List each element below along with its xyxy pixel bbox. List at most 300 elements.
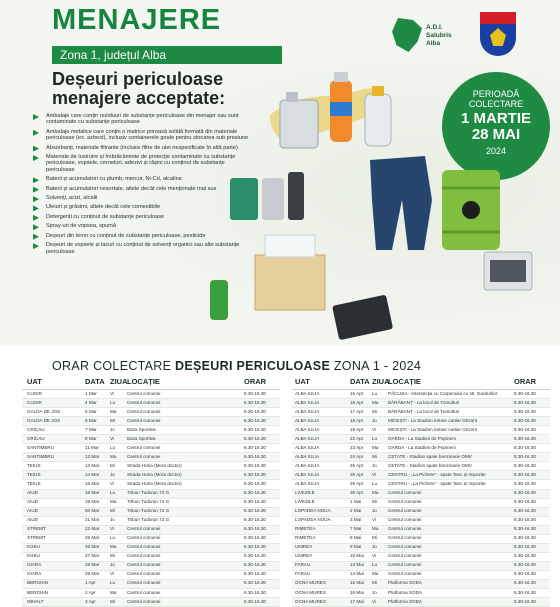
hours-cell: 8.30-16.30 [244,562,266,568]
schedule-table-left [22,377,280,607]
day-cell: Lu [372,562,378,568]
uat-cell: AIUD [27,499,38,505]
day-cell: Mi [372,535,377,541]
location-cell: MICEȘTI - La Stadion intrare cartier Orizont [388,417,478,423]
hours-cell: 8.30-16.30 [514,526,536,532]
date-cell: 17 Mai [350,598,364,604]
hours-cell: 8.30-16.30 [244,544,266,550]
date-cell: 5 Mar [85,408,97,414]
table-row [292,480,550,489]
list-item: Materiale de lustruire și îmbrăcăminte de protecție contaminate cu substanțe periculoase, vopsele, cerneluri, adezivi și rășini cu conținut de substanțe periculoase [33,154,253,173]
hours-cell: 8.30-16.30 [514,426,536,432]
location-cell: Centrul comunei [388,571,422,577]
hours-cell: 8.30-16.30 [514,499,536,505]
hours-cell: 8.30-16.30 [514,571,536,577]
date-cell: 9 Mai [350,544,362,550]
uat-cell: SANTIMBRU [27,453,55,459]
table-row [22,480,280,489]
table-row [292,444,550,453]
table-header: UAT DATA ZIUA LOCAȚIE ORAR [22,377,280,390]
location-cell: CETATE - Stadion spate benzinarie OMV [388,462,472,468]
list-item: Deșeuri de vopsele și lacuri cu conținut de solvenți organici sau alte substanțe periculoase [33,242,253,255]
uat-cell: GALDA DE JOS [27,417,61,423]
day-cell: Mi [110,553,115,559]
uat-cell: CRICAU [27,435,45,441]
uat-cell: OIARA [27,562,42,568]
date-cell: 22 Mar [85,526,100,532]
day-cell: Ma [110,408,117,414]
date-cell: 21 Mar [85,517,100,523]
date-cell: 1 Mai [350,499,362,505]
table-row [292,399,550,408]
table-row [22,571,280,580]
hours-cell: 8.30-16.30 [244,444,266,450]
uat-cell: SANTIMBRU [27,444,55,450]
date-cell: 24 Apr [350,453,364,459]
date-cell: 17 Apr [350,408,364,414]
hours-cell: 8.30-16.30 [244,580,266,586]
day-cell: Vi [372,517,377,523]
logo-text: A.D.I. Salubris Alba [426,24,452,47]
location-cell: PĂCLIȘA - Intersecția cu Carpenului cu str. Gardurilor [388,390,498,396]
location-cell: Centrul comunei [127,408,161,414]
location-cell: Centrul comunei [127,417,161,423]
period-year: 2024 [485,146,507,156]
hours-cell: 8.30-16.30 [244,598,266,604]
hours-cell: 8.30-16.30 [514,589,536,595]
date-cell: 16 Apr [350,399,364,405]
uat-cell: ALBA IULIA [295,408,320,414]
uat-cell: UNIREA [295,553,313,559]
uat-cell: LIVEZILE [295,490,315,496]
heading-line-1: Deșeuri periculoase [52,69,224,89]
location-cell: Platforma SODA [388,580,422,586]
table-row [22,598,280,607]
location-cell: Centrul comunei [127,598,161,604]
hours-cell: 8.30-16.30 [244,571,266,577]
location-cell: Centrul comunei [388,499,422,505]
location-cell: Centrul comunei [388,553,422,559]
date-cell: 14 Mai [350,571,364,577]
day-cell: Vi [110,390,115,396]
day-cell: Vi [372,553,377,559]
day-cell: Vi [372,471,377,477]
day-cell: Lu [110,580,116,586]
day-cell: Vi [110,526,115,532]
uat-cell: BERGHIN [27,589,48,595]
day-cell: Ma [110,499,117,505]
hours-cell: 8.30-16.30 [514,580,536,586]
table-row [292,462,550,471]
hours-cell: 8.30-16.30 [514,480,536,486]
hours-cell: 8.30-16.30 [244,435,266,441]
table-body [22,390,280,607]
date-cell: 1 Apr [85,580,96,586]
hours-cell: 8.30-16.30 [514,435,536,441]
table-row [22,508,280,517]
day-cell: Ma [110,453,117,459]
hours-cell: 8.30-16.30 [514,444,536,450]
day-cell: Jo [372,462,377,468]
list-item: Solvenți, acizi, alcalii [33,195,253,201]
table-row [292,526,550,535]
uat-cell: ALBA IULIA [295,444,320,450]
hours-cell: 8.30-16.30 [514,408,536,414]
day-cell: Jo [372,589,377,595]
day-cell: Mi [110,417,115,423]
day-cell: Jo [372,417,377,423]
hazardous-waste-illustration [210,60,550,345]
uat-cell: ALBA IULIA [295,462,320,468]
hours-cell: 8.30-16.30 [514,390,536,396]
day-cell: Ma [372,490,379,496]
table-row [292,390,550,399]
date-cell: 15 Mai [350,580,364,586]
zone-label: Zona 1, județul Alba [52,46,282,64]
location-cell: Centrul comunei [127,553,161,559]
uat-cell: ALBA IULIA [295,417,320,423]
day-cell: Jo [110,562,115,568]
uat-cell: TEIUS [27,462,41,468]
table-row [292,453,550,462]
date-cell: 14 Mar [85,471,100,477]
location-cell: Centrul comunei [127,571,161,577]
location-cell: Centrul comunei [127,580,161,586]
date-cell: 26 Mar [85,544,100,550]
hours-cell: 8.30-16.30 [244,499,266,505]
location-cell: CENTRU - „La Pichere” - spate Tanc și Impozite [388,471,486,477]
uat-cell: IGHIU [27,553,40,559]
day-cell: Mi [372,580,377,586]
location-cell: Centrul comunei [388,562,422,568]
date-cell: 10 Mai [350,553,364,559]
uat-cell: BERGHIN [27,580,48,586]
location-cell: Tribun Tudoran 72 G [127,508,170,514]
hours-cell: 8.30-16.30 [514,471,536,477]
hours-cell: 8.30-16.30 [244,526,266,532]
table-row [22,517,280,526]
location-cell: Centrul comunei [388,490,422,496]
location-cell: Centrul comunei [127,544,161,550]
day-cell: Lu [110,535,116,541]
date-cell: 11 Mar [85,444,99,450]
table-row [292,517,550,526]
location-cell: BĂRĂBANȚ - La locul de Tumulturi [388,399,460,405]
location-cell: Centrul comunei [127,453,161,459]
uat-cell: ALBA IULIA [295,471,320,477]
day-cell: Vi [110,435,115,441]
uat-cell: ALBA IULIA [295,399,320,405]
table-row [22,471,280,480]
date-cell: 8 Mar [85,435,97,441]
period-end: 28 MAI [471,126,521,143]
hours-cell: 8.30-16.30 [244,417,266,423]
date-cell: 22 Apr [350,435,364,441]
date-cell: 13 Mai [350,562,364,568]
date-cell: 3 Apr [85,598,96,604]
hours-cell: 8.30-16.30 [514,490,536,496]
table-row [292,535,550,544]
hours-cell: 8.30-16.30 [244,508,266,514]
day-cell: Jo [110,517,115,523]
uat-cell: GALDA DE JOS [27,408,61,414]
location-cell: Centrul comunei [388,526,422,532]
schedule-section [0,345,560,604]
hours-cell: 8.30-16.30 [244,453,266,459]
table-row [22,426,280,435]
table-row [22,544,280,553]
location-cell: Tribun Tudoran 72 G [127,499,170,505]
uat-cell: CRICAU [27,426,45,432]
list-item: Baterii și acumulatori nesortate, altele decât cele menționate mai sus [33,186,253,192]
table-row [22,399,280,408]
location-cell: Platforma SODA [388,589,422,595]
day-cell: Ma [110,544,117,550]
day-cell: Ma [372,444,379,450]
table-row [22,535,280,544]
day-cell: Vi [110,571,115,577]
uat-cell: FARAU [295,571,311,577]
location-cell: BĂRĂBANȚ - La locul de Tumulturi [388,408,460,414]
location-cell: Centrul comunei [127,562,161,568]
date-cell: 23 Apr [350,444,364,450]
uat-cell: UNIREA [295,544,313,550]
day-cell: Ma [372,399,379,405]
table-row [22,499,280,508]
uat-cell: LIVEZILE [295,499,315,505]
date-cell: 16 Mai [350,589,364,595]
day-cell: Vi [372,426,377,432]
table-row [292,490,550,499]
location-cell: Platforma SODA [388,598,422,604]
uat-cell: AIUD [27,508,38,514]
uat-cell: IGHIU [27,544,40,550]
day-cell: Jo [372,544,377,550]
table-row [22,435,280,444]
uat-cell: STREMT [27,526,46,532]
date-cell: 18 Apr [350,417,364,423]
location-cell: Centrul comunei [127,589,161,595]
day-cell: Ma [110,589,117,595]
date-cell: 25 Apr [350,462,364,468]
uat-cell: CUGIR [27,399,42,405]
hours-cell: 8.30-16.30 [244,535,266,541]
table-row [292,471,550,480]
list-item: Ambalaje care conțin reziduuri de substanțe periculoase din menajer sau sunt contaminate cu substanțe periculoase [33,113,253,126]
period-start: 1 MARTIE [460,110,531,127]
date-cell: 30 Apr [350,490,364,496]
list-item: Baterii și acumulatori cu plumb, mercur, Ni-Cd, alcaline [33,176,253,182]
location-cell: Centrul comunei [127,390,161,396]
day-cell: Lu [110,399,116,405]
location-cell: Tribun Tudoran 72 G [127,490,170,496]
date-cell: 18 Mar [85,490,100,496]
uat-cell: TEIUS [27,471,41,477]
date-cell: 19 Apr [350,426,364,432]
hours-cell: 8.30-16.30 [514,462,536,468]
day-cell: Jo [372,508,377,514]
table-row [292,499,550,508]
schedule-table-right [292,377,550,607]
location-cell: Centrul comunei [388,544,422,550]
location-cell: Strada Horia (Mora doctor) [127,462,182,468]
location-cell: Centrul comunei [127,535,161,541]
hours-cell: 8.30-16.30 [244,553,266,559]
location-cell: Baza Sportiva [127,426,156,432]
day-cell: Vi [372,598,377,604]
day-cell: Lu [110,444,116,450]
hours-cell: 8.30-16.30 [514,399,536,405]
date-cell: 4 Mar [85,399,97,405]
day-cell: Mi [372,408,377,414]
table-row [292,544,550,553]
location-cell: Centrul comunei [127,399,161,405]
date-cell: 7 Mar [85,426,97,432]
hours-cell: 8.30-16.30 [514,508,536,514]
day-cell: Mi [110,462,115,468]
hours-cell: 8.30-16.30 [244,490,266,496]
table-row [292,589,550,598]
hours-cell: 8.30-16.30 [514,544,536,550]
hours-cell: 8.30-16.30 [514,417,536,423]
day-cell: Jo [110,426,115,432]
table-row [292,426,550,435]
hours-cell: 8.30-16.30 [514,517,536,523]
uat-cell: MIHALT [27,598,44,604]
table-row [22,417,280,426]
uat-cell: ALBA IULIA [295,480,320,486]
uat-cell: LOPADEA NOUA [295,508,331,514]
table-row [22,589,280,598]
period-label-2: COLECTARE [468,99,524,109]
date-cell: 6 Mar [85,417,97,423]
table-row [292,553,550,562]
hours-cell: 8.30-16.30 [244,471,266,477]
table-row [292,598,550,607]
uat-cell: ALBA IULIA [295,426,320,432]
hours-cell: 8.30-16.30 [244,462,266,468]
location-cell: Strada Horia (Mora doctor) [127,471,182,477]
list-item: Spray-uri de vopsea, spumă [33,223,253,229]
date-cell: 2 Apr [85,589,96,595]
table-row [292,580,550,589]
date-cell: 3 Mai [350,517,362,523]
location-cell: MICEȘTI - La Stadion intrare cartier Orizont [388,426,478,432]
uat-cell: RIMETEA [295,526,316,532]
uat-cell: OCNA MURES [295,589,326,595]
table-row [22,453,280,462]
hours-cell: 8.30-16.30 [244,399,266,405]
hours-cell: 8.30-16.30 [244,390,266,396]
period-label: PERIOADĂ [472,89,520,99]
hours-cell: 8.30-16.30 [244,408,266,414]
table-row [22,553,280,562]
table-row [292,571,550,580]
location-cell: Tribun Tudoran 72 G [127,517,170,523]
hours-cell: 8.30-16.30 [514,535,536,541]
table-row [22,408,280,417]
location-cell: Centrul comunei [388,517,422,523]
heading-line-2: menajere acceptate: [52,88,226,108]
location-cell: CETATE - Stadion spate benzinarie OMV [388,453,472,459]
uat-cell: FARAU [295,562,311,568]
uat-cell: OIARA [27,571,42,577]
table-row [292,435,550,444]
date-cell: 26 Apr [350,471,364,477]
table-row [292,562,550,571]
hours-cell: 8.30-16.30 [514,562,536,568]
map-icon [392,18,422,52]
uat-cell: ALBA IULIA [295,453,320,459]
county-crest-icon [480,12,516,56]
table-row [22,390,280,399]
date-cell: 2 Mai [350,508,362,514]
location-cell: Centrul comunei [127,526,161,532]
date-cell: 8 Mai [350,535,362,541]
table-row [22,526,280,535]
list-item: Absorbanți, materiale filtrante (inclusiv filtre de ulei nespecificate în altă parte) [33,145,253,151]
day-cell: Mi [372,453,377,459]
schedule-title: ORAR COLECTARE DEȘEURI PERICULOASE ZONA 1 - 2024 [52,359,422,373]
day-cell: Ma [372,526,379,532]
hours-cell: 8.30-16.30 [244,426,266,432]
day-cell: Mi [110,598,115,604]
hours-cell: 8.30-16.30 [244,480,266,486]
uat-cell: OCNA MURES [295,598,326,604]
table-body [292,390,550,607]
uat-cell: ALBA IULIA [295,435,320,441]
date-cell: 7 Mai [350,526,362,532]
table-row [292,508,550,517]
table-row [22,580,280,589]
table-row [292,417,550,426]
uat-cell: RIMETEA [295,535,316,541]
day-cell: Lu [110,490,116,496]
date-cell: 15 Apr [350,390,364,396]
table-row [22,444,280,453]
day-cell: Vi [110,480,115,486]
table-row [22,462,280,471]
location-cell: OARDA - La Stadion de Popineni [388,444,456,450]
date-cell: 29 Apr [350,480,364,486]
uat-cell: AIUD [27,517,38,523]
uat-cell: ALBA IULIA [295,390,320,396]
table-row [22,562,280,571]
hours-cell: 8.30-16.30 [244,517,266,523]
location-cell: Centrul comunei [127,444,161,450]
date-cell: 25 Mar [85,535,100,541]
location-cell: OARDA - La Stadion de Popineni [388,435,456,441]
location-cell: Centrul comunei [388,508,422,514]
day-cell: Mi [110,508,115,514]
day-cell: Lu [372,390,378,396]
hours-cell: 8.30-16.30 [514,598,536,604]
day-cell: Jo [110,471,115,477]
location-cell: Strada Horia (Mora doctor) [127,480,182,486]
salubris-logo [392,14,462,64]
date-cell: 15 Mar [85,480,100,486]
date-cell: 29 Mar [85,571,100,577]
day-cell: Ma [372,571,379,577]
page-title: MENAJERE [52,4,222,36]
location-cell: CENTRU - „La Pichere” - spate Tanc și Impozite [388,480,486,486]
day-cell: Mi [372,499,377,505]
table-row [22,490,280,499]
uat-cell: OCNA MURES [295,580,326,586]
location-cell: Baza Sportiva [127,435,156,441]
date-cell: 12 Mar [85,453,100,459]
day-cell: Lu [372,435,378,441]
